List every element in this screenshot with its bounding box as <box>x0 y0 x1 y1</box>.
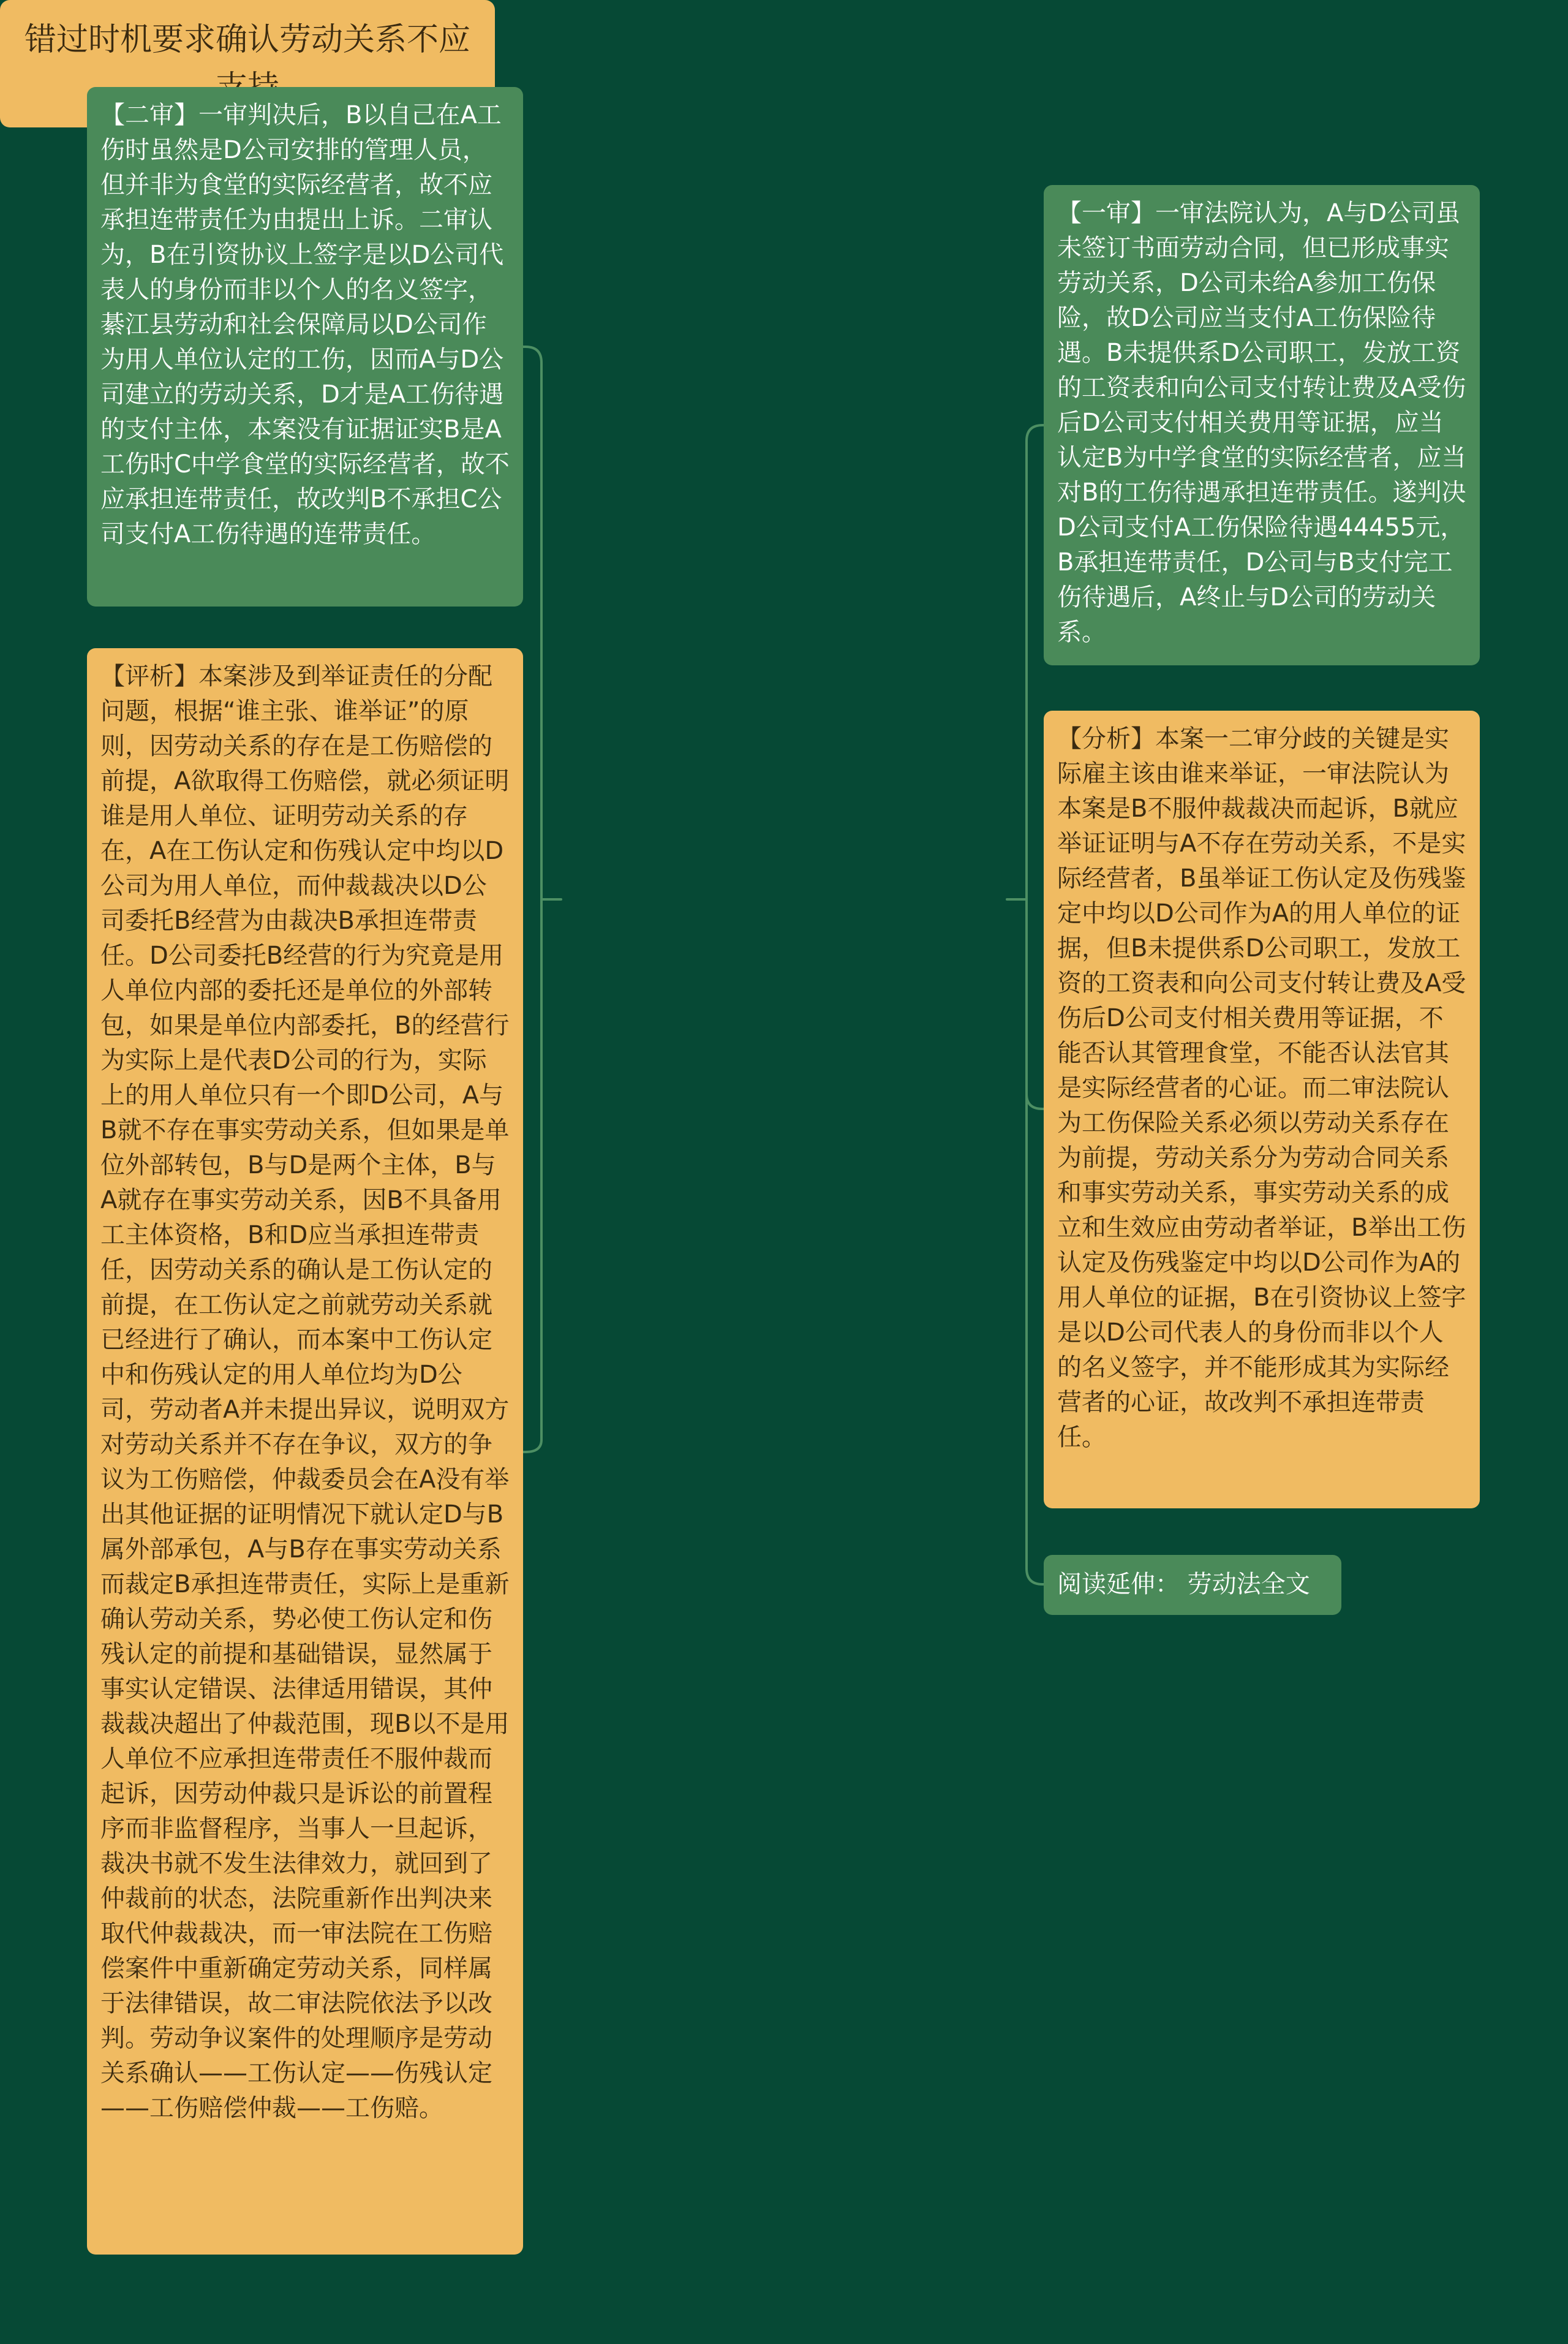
node-comment[interactable] <box>87 648 523 2255</box>
analysis-text: 【分析】本案一二审分歧的关键是实际雇主该由谁来举证，一审法院认为本案是B不服仲裁裁决而起诉，B就应举证证明与A不存在劳动关系，不是实际经营者，B虽举证工伤认定及伤残鉴定中均以D公司作为A的用人单位的证据，但B未提供系D公司职工，发放工资的工资表和向公司支付转让费及A受伤后D公司支付相关费用等证据，不能否认其管理食堂，不能否认法官其是实际经营者的心证。而二审法院认为工伤保险关系必须以劳动关系存在为前提，劳动关系分为劳动合同关系和事实劳动关系，事实劳动关系的成立和生效应由劳动者举证，B举出工伤认定及伤残鉴定中均以D公司作为A的用人单位的证据，B在引资协议上签字是以D公司代表人的身份而非以个人的名义签字，并不能形成其为实际经营者的心证，故改判不承担连带责任。 <box>1057 725 1466 1451</box>
comment-text: 【评析】本案涉及到举证责任的分配问题，根据“谁主张、谁举证”的原则，因劳动关系的存在是工伤赔偿的前提，A欲取得工伤赔偿，就必须证明谁是用人单位、证明劳动关系的存在，A在工伤认定和伤残认定中均以D公司为用人单位，而仲裁裁决以D公司委托B经营为由裁决B承担连带责任。D公司委托B经营的行为究竟是用人单位内部的委托还是单位的外部转包，如果是单位内部委托，B的经营行为实际上是代表D公司的行为，实际上的用人单位只有一个即D公司，A与B就不存在事实劳动关系，但如果是单位外部转包，B与D是两个主体，B与A就存在事实劳动关系，因B不具备用工主体资格，B和D应当承担连带责任，因劳动关系的确认是工伤认定的前提，在工伤认定之前就劳动关系就已经进行了确认，而本案中工伤认定中和伤残认定的用人单位均为D公司，劳动者A并未提出异议，说明双方对劳动关系并不存在争议，双方的争议为工伤赔偿，仲裁委员会在A没有举出其他证据的证明情况下就认定D与B属外部承包，A与B存在事实劳动关系而裁定B承担连带责任，实际上是重新确认劳动关系，势必使工伤认定和伤残认定的前提和基础错误，显然属于事实认定错误、法律适用错误，其仲裁裁决超出了仲裁范围，现B以不是用人单位不应承担连带责任不服仲裁而起诉，因劳动仲裁只是诉讼的前置程序而非监督程序，当事人一旦起诉，裁决书就不发生法律效力，就回到了仲裁前的状态，法院重新作出判决来取代仲裁裁决，而一审法院在工伤赔偿案件中重新确定劳动关系，同样属于法律错误，故二审法院依法予以改判。劳动争议案件的处理顺序是劳动关系确认——工伤认定——伤残认定——工伤赔偿仲裁——工伤赔。 <box>100 662 510 2122</box>
node-second-trial[interactable] <box>87 87 523 607</box>
central-topic-label: 错过时机要求确认劳动关系不应 <box>24 21 471 58</box>
first-trial-text: 【一审】一审法院认为，A与D公司虽未签订书面劳动合同，但已形成事实劳动关系，D公司未给A参加工伤保险，故D公司应当支付A工伤保险待遇。B未提供系D公司职工，发放工资的工资表和向公司支付转让费及A受伤后D公司支付相关费用等证据，应当认定B为中学食堂的实际经营者，应当对B的工伤待遇承担连带责任。遂判决D公司支付A工伤保险待遇44455元，B承担连带责任，D公司与B支付完工伤待遇后，A终止与D公司的劳动关系。 <box>1057 199 1466 646</box>
connector-to-first-trial <box>1027 425 1044 441</box>
second-trial-text: 【二审】一审判决后，B以自己在A工伤时虽然是D公司安排的管理人员，但并非为食堂的实际经营者，故不应承担连带责任为由提出上诉。二审认为，B在引资协议上签字是以D公司代表人的身份而非以个人的名义签字，綦江县劳动和社会保障局以D公司作为用人单位认定的工伤，因而A与D公司建立的劳动关系，D才是A工伤待遇的支付主体，本案没有证据证实B是A工伤时C中学食堂的实际经营者，故不应承担连带责任，故改判B不承担C公司支付A工伤待遇的连带责任。 <box>100 101 510 548</box>
connector-to-read-more <box>1027 1568 1044 1584</box>
connector-to-analysis <box>1027 1094 1044 1109</box>
node-read-more[interactable] <box>1044 1555 1341 1615</box>
connector-to-comment <box>523 1440 541 1452</box>
node-analysis[interactable] <box>1044 711 1480 1508</box>
node-first-trial[interactable] <box>1044 185 1480 665</box>
connector-to-second-trial <box>523 347 541 363</box>
read-more-link[interactable]: 阅读延伸： 劳动法全文 <box>1057 1570 1310 1598</box>
